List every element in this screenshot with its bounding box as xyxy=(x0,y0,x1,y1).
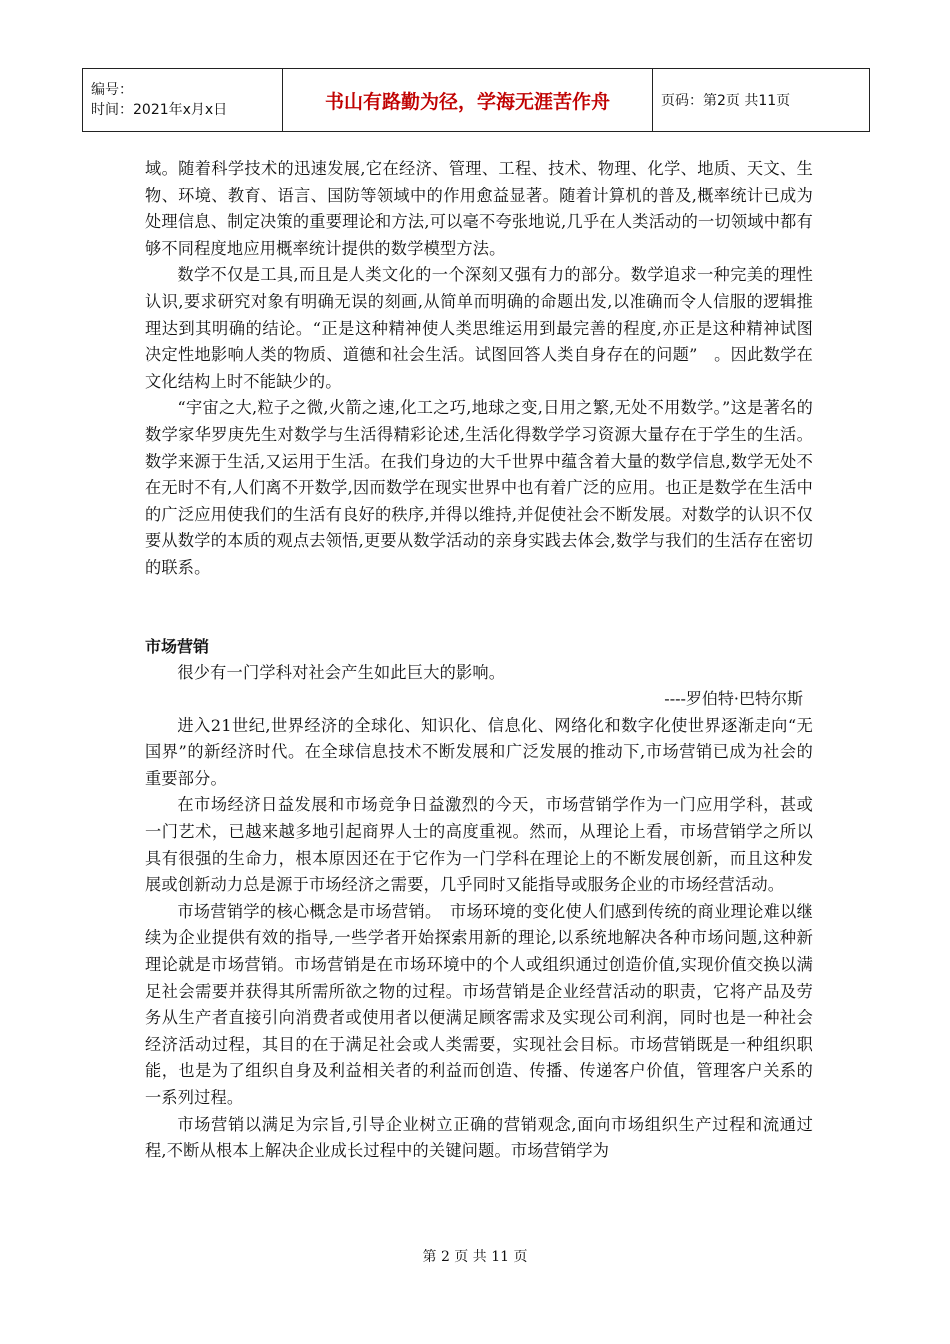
header-motto xyxy=(283,69,653,131)
document-header xyxy=(82,68,870,132)
paragraph: 在市场经济日益发展和市场竞争日益激烈的今天，市场营销学作为一门应用学科，甚或一门艺术，已越来越多地引起商界人士的高度重视。然而，从理论上看，市场营销学之所以具有很强的生命力，根本原因还在于它作为一门学科在理论上的不断发展创新，而且这种发展或创新动力总是源于市场经济之需要，几乎同时又能指导或服务企业的市场经营活动。 xyxy=(145,795,813,895)
paragraph: 数学不仅是工具,而且是人类文化的一个深刻又强有力的部分。数学追求一种完美的理性认识,要求研究对象有明确无误的刻画,从简单而明确的命题出发,以准确而令人信服的逻辑推理达到其明确的结论。“正是这种精神使人类思维运用到最完善的程度,亦正是这种精神试图决定性地影响人类的物质、道德和社会生活。试图回答人类自身存在的问题” 。因此数学在文化结构上时不能缺少的。 xyxy=(145,265,813,391)
page-number-label: 页码：第2页 共11页 xyxy=(661,93,791,109)
section-title: 市场营销 xyxy=(145,636,210,656)
epigraph-attribution: ----罗伯特·巴特尔斯 xyxy=(664,689,803,709)
header-page-info xyxy=(653,69,869,131)
epigraph-quote: 很少有一门学科对社会产生如此巨大的影响。 xyxy=(177,662,506,682)
paragraph: 市场营销以满足为宗旨,引导企业树立正确的营销观念,面向市场组织生产过程和流通过程,不断从根本上解决企业成长过程中的关键问题。市场营销学为 xyxy=(145,1114,813,1161)
page-footer xyxy=(0,1246,950,1266)
document-date-label: 时间：2021年x月x日 xyxy=(91,102,228,118)
paragraph: 域。随着科学技术的迅速发展,它在经济、管理、工程、技术、物理、化学、地质、天文、生物、环境、教育、语言、国防等领域中的作用愈益显著。随着计算机的普及,概率统计已成为处理信息、制定决策的重要理论和方法,可以毫不夸张地说,几乎在人类活动的一切领域中都有够不同程度地应用概率统计提供的数学模型方法。 xyxy=(145,159,813,258)
paragraph: 市场营销学的核心概念是市场营销。 市场环境的变化使人们感到传统的商业理论难以继续为企业提供有效的指导,一些学者开始探索用新的理论,以系统地解决各种市场问题,这种新理论就是市场营销。市场营销是在市场环境中的个人或组织通过创造价值,实现价值交换以满足社会需要并获得其所需所欲之物的过程。市场营销是企业经营活动的职责，它将产品及劳务从生产者直接引向消费者或使用者以便满足顾客需求及实现公司利润，同时也是一种社会经济活动过程，其目的在于满足社会或人类需要，实现社会目标。市场营销既是一种组织职能，也是为了组织自身及利益相关者的利益而创造、传播、传递客户价值，管理客户关系的一系列过程。 xyxy=(145,901,813,1107)
paragraph: “宇宙之大,粒子之微,火箭之速,化工之巧,地球之变,日用之繁,无处不用数学。”这是著名的数学家华罗庚先生对数学与生活得精彩论述,生活化得数学学习资源大量存在于学生的生活。数学来源于生活,又运用于生活。在我们身边的大千世界中蕴含着大量的数学信息,数学无处不在无时不有,人们离不开数学,因而数学在现实世界中也有着广泛的应用。也正是数学在生活中的广泛应用使我们的生活有良好的秩序,并得以维持,并促使社会不断发展。对数学的认识不仅要从数学的本质的观点去领悟,更要从数学活动的亲身实践去体会,数学与我们的生活存在密切的联系。 xyxy=(145,398,813,577)
paragraph: 进入21世纪,世界经济的全球化、知识化、信息化、网络化和数字化使世界逐渐走向“无国界”的新经济时代。在全球信息技术不断发展和广泛发展的推动下,市场营销已成为社会的重要部分。 xyxy=(145,715,813,788)
footer-page-number: 第 2 页 共 11 页 xyxy=(422,1249,528,1265)
document-body xyxy=(145,156,813,1165)
document-number-label: 编号： xyxy=(91,82,133,98)
motto-text: 书山有路勤为径，学海无涯苦作舟 xyxy=(324,90,610,113)
header-meta xyxy=(83,69,283,131)
